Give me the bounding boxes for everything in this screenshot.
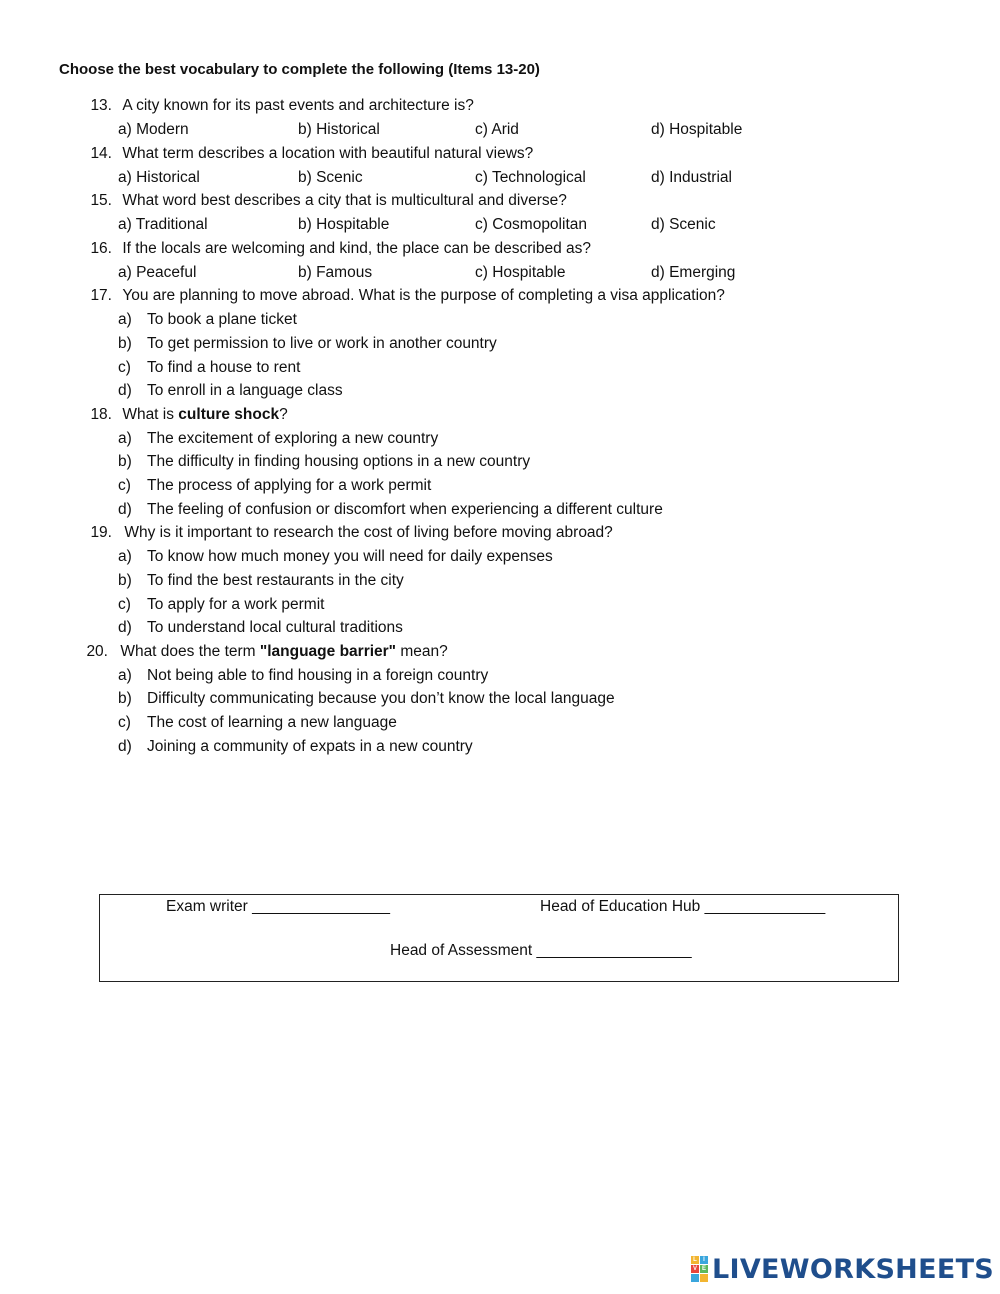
q15-option-b[interactable]: b) Hospitable xyxy=(298,216,390,233)
q18-option-d[interactable]: d) The feeling of confusion or discomfort when experiencing a different culture xyxy=(118,501,663,518)
q16-option-a[interactable]: a) Peaceful xyxy=(118,264,197,281)
q17-option-a[interactable]: a) To book a plane ticket xyxy=(118,311,297,328)
q20-option-c[interactable]: c) The cost of learning a new language xyxy=(118,714,397,731)
q17-option-d[interactable]: d) To enroll in a language class xyxy=(118,382,343,399)
logo-blocks-icon: L I V E xyxy=(691,1256,708,1282)
q19-option-c[interactable]: c) To apply for a work permit xyxy=(118,596,325,613)
q20-option-b[interactable]: b) Difficulty communicating because you don’t know the local language xyxy=(118,690,615,707)
logo-text: LIVEWORKSHEETS xyxy=(712,1253,995,1285)
question-13: 13. A city known for its past events and architecture is? xyxy=(90,97,474,114)
q16-option-b[interactable]: b) Famous xyxy=(298,264,373,281)
page-title: Choose the best vocabulary to complete the following (Items 13-20) xyxy=(59,61,540,78)
q18-option-a[interactable]: a) The excitement of exploring a new country xyxy=(118,430,439,447)
q13-option-c[interactable]: c) Arid xyxy=(475,121,519,138)
q14-option-c[interactable]: c) Technological xyxy=(475,169,586,186)
head-assessment-signature: Head of Assessment __________________ xyxy=(390,942,692,959)
q13-option-a[interactable]: a) Modern xyxy=(118,121,189,138)
q18-option-b[interactable]: b) The difficulty in finding housing options in a new country xyxy=(118,453,531,470)
q19-option-a[interactable]: a) To know how much money you will need for daily expenses xyxy=(118,548,553,565)
question-17: 17. You are planning to move abroad. What is the purpose of completing a visa application? xyxy=(90,287,725,304)
question-16: 16. If the locals are welcoming and kind, the place can be described as? xyxy=(90,240,592,257)
q19-option-d[interactable]: d) To understand local cultural traditions xyxy=(118,619,403,636)
bold-term: "language barrier" xyxy=(259,643,397,660)
q15-option-c[interactable]: c) Cosmopolitan xyxy=(475,216,587,233)
q14-option-d[interactable]: d) Industrial xyxy=(651,169,732,186)
q13-option-b[interactable]: b) Historical xyxy=(298,121,380,138)
q17-option-b[interactable]: b) To get permission to live or work in another country xyxy=(118,335,497,352)
q15-option-a[interactable]: a) Traditional xyxy=(118,216,208,233)
q13-option-d[interactable]: d) Hospitable xyxy=(651,121,743,138)
q17-option-c[interactable]: c) To find a house to rent xyxy=(118,359,301,376)
question-14: 14. What term describes a location with beautiful natural views? xyxy=(90,145,534,162)
q14-option-b[interactable]: b) Scenic xyxy=(298,169,363,186)
q16-option-d[interactable]: d) Emerging xyxy=(651,264,736,281)
q18-option-c[interactable]: c) The process of applying for a work permit xyxy=(118,477,432,494)
q20-option-a[interactable]: a) Not being able to find housing in a foreign country xyxy=(118,667,489,684)
q14-option-a[interactable]: a) Historical xyxy=(118,169,200,186)
liveworksheets-logo xyxy=(691,1253,994,1285)
question-20: 20. What does the term "language barrier" mean? xyxy=(86,643,448,660)
q16-option-c[interactable]: c) Hospitable xyxy=(475,264,566,281)
bold-term: culture shock xyxy=(178,406,280,423)
question-18: 18. What is culture shock? xyxy=(90,406,288,423)
question-19: 19. Why is it important to research the cost of living before moving abroad? xyxy=(90,524,613,541)
q15-option-d[interactable]: d) Scenic xyxy=(651,216,716,233)
q20-option-d[interactable]: d) Joining a community of expats in a new country xyxy=(118,738,473,755)
question-15: 15. What word best describes a city that is multicultural and diverse? xyxy=(90,192,567,209)
exam-writer-signature: Exam writer ________________ xyxy=(166,898,391,915)
head-education-hub-signature: Head of Education Hub ______________ xyxy=(540,898,826,915)
q19-option-b[interactable]: b) To find the best restaurants in the city xyxy=(118,572,404,589)
